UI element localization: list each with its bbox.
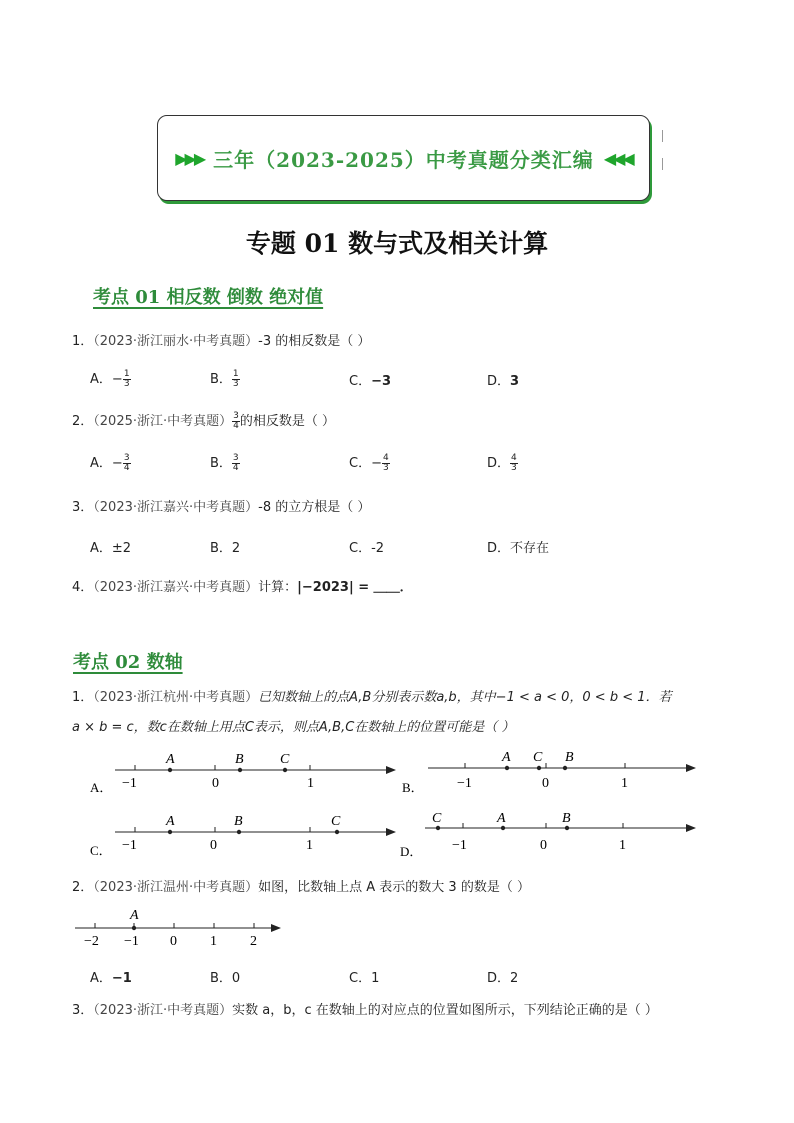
svg-text:2: 2 (250, 934, 257, 949)
option-c: C．-2 (349, 541, 385, 556)
option-d: D．3 (487, 374, 520, 389)
question-1-1: 1．（2023·浙江丽水·中考真题）-3 的相反数是（ ） (72, 334, 371, 349)
svg-text:−2: −2 (84, 934, 99, 949)
svg-text:0: 0 (212, 776, 219, 791)
svg-text:A: A (130, 908, 139, 923)
number-line-d (400, 811, 695, 859)
banner-text: 三年（2023-2025）中考真题分类汇编 (213, 147, 594, 172)
left-triangles-icon: ◀◀◀ (603, 148, 632, 168)
question-1-3: 3．（2023·浙江嘉兴·中考真题）-8 的立方根是（ ） (72, 500, 371, 515)
svg-text:B: B (234, 814, 243, 829)
svg-text:−1: −1 (457, 776, 472, 791)
option-b: B． $\frac{3}{4}$ (210, 453, 239, 473)
svg-text:C: C (533, 750, 543, 765)
right-triangles-icon: ▶▶▶ (175, 148, 204, 168)
section-heading-2: 考点 02 数轴 (73, 652, 183, 673)
svg-text:A: A (497, 811, 506, 826)
option-d: D．2 (487, 971, 519, 986)
number-line-c (90, 814, 395, 858)
svg-text:C: C (331, 814, 341, 829)
svg-text:−1: −1 (122, 838, 137, 853)
svg-text:C: C (432, 811, 442, 826)
option-d: D．不存在 (487, 541, 550, 556)
option-c: C．− $\frac{4}{3}$ (349, 453, 389, 473)
svg-text:0: 0 (540, 838, 547, 853)
question-2-3: 3．（2023·浙江·中考真题）实数 a，b，c 在数轴上的对应点的位置如图所示，下列结论正确的是（ ） (72, 1003, 658, 1018)
point-c-label: C (280, 752, 290, 767)
svg-text:B: B (565, 750, 574, 765)
option-c: C．−3 (349, 374, 392, 389)
margin-tick (662, 130, 663, 142)
option-c: C．1 (349, 971, 380, 986)
point-b-label: B (235, 752, 244, 767)
question-1-4: 4．（2023·浙江嘉兴·中考真题）计算：|−2023| = ＿＿． (72, 580, 413, 595)
svg-text:1: 1 (621, 776, 628, 791)
svg-text:B: B (562, 811, 571, 826)
svg-text:A: A (166, 814, 175, 829)
option-a: A．− $\frac{1}{3}$ (90, 369, 130, 389)
option-d: D． $\frac{4}{3}$ (487, 453, 517, 473)
svg-text:0: 0 (542, 776, 549, 791)
svg-text:0: 0 (210, 838, 217, 853)
option-a-label: A． (90, 780, 113, 795)
svg-text:0: 0 (170, 934, 177, 949)
option-b-label: B． (402, 780, 424, 795)
svg-text:1: 1 (619, 838, 626, 853)
point-a-label: A (166, 752, 175, 767)
svg-text:−1: −1 (452, 838, 467, 853)
number-line-a (90, 752, 395, 795)
option-a: A．− $\frac{3}{4}$ (90, 453, 130, 473)
number-line-q2 (70, 900, 290, 952)
question-2-1-line2: a × b = c，数c在数轴上用点C表示，则点A,B,C在数轴上的位置可能是（ ） (72, 720, 515, 735)
svg-text:A: A (502, 750, 511, 765)
option-b: B．0 (210, 971, 241, 986)
number-line-options (80, 745, 720, 865)
banner-box (157, 115, 650, 201)
svg-text:1: 1 (210, 934, 217, 949)
margin-tick (662, 158, 663, 170)
svg-text:1: 1 (306, 838, 313, 853)
section-heading-1: 考点 01 相反数 倒数 绝对值 (93, 287, 324, 308)
svg-text:−1: −1 (124, 934, 139, 949)
svg-text:−1: −1 (122, 776, 137, 791)
question-1-2: 2．（2025·浙江·中考真题） $\frac{3}{4}$ 的相反数是（ ） (72, 411, 336, 431)
option-a: A．±2 (90, 541, 132, 556)
option-d-label: D． (400, 844, 423, 859)
number-line-b (402, 750, 695, 795)
option-b: B． $\frac{1}{3}$ (210, 369, 239, 389)
question-2-2: 2．（2023·浙江温州·中考真题）如图，比数轴上点 A 表示的数大 3 的数是（ ） (72, 880, 530, 895)
option-c-label: C． (90, 843, 112, 858)
banner-title (158, 116, 649, 200)
question-2-1-line1: 1．（2023·浙江杭州·中考真题）已知数轴上的点A,B分别表示数a,b，其中−1 < a < 0，0 < b < 1．若 (72, 690, 672, 705)
svg-text:1: 1 (307, 776, 314, 791)
option-a: A．−1 (90, 971, 132, 986)
page-title: 专题 01 数与式及相关计算 (245, 229, 549, 258)
option-b: B．2 (210, 541, 241, 556)
